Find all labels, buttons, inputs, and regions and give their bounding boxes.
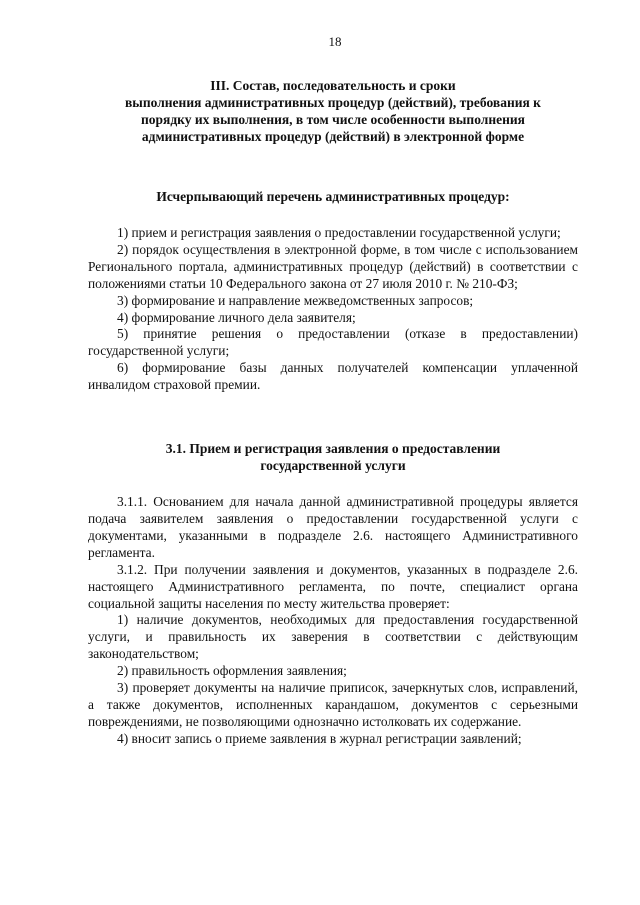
subsection-body <box>88 494 578 748</box>
section-title-line: выполнения административных процедур (действий), требования к <box>125 95 541 110</box>
procedure-item: 5) принятие решения о предоставлении (отказе в предоставлении) государственной услуги; <box>88 326 578 359</box>
body-paragraph: 3.1.2. При получении заявления и документов, указанных в подразделе 2.6. настоящего Административного регламента, по почте, специалист органа социальной защиты населения по месту жительства проверяет: <box>88 561 578 611</box>
procedure-item: 4) формирование личного дела заявителя; <box>117 309 356 325</box>
procedure-item: 2) порядок осуществления в электронной форме, в том числе с использованием Регионального портала, административных процедур (действий) в соответствии с положениями статьи 10 Федерального закона от 27 июля 2010 г. № 210-ФЗ; <box>88 241 578 291</box>
body-paragraph: 2) правильность оформления заявления; <box>117 663 347 679</box>
procedures-heading-text: Исчерпывающий перечень административных процедур: <box>156 189 510 204</box>
subsection-title <box>88 440 578 474</box>
section-title-line: III. Состав, последовательность и сроки <box>210 78 456 93</box>
body-paragraph: 3) проверяет документы на наличие приписок, зачеркнутых слов, исправлений, а также документов, исполненных карандашом, документов с серьезными повреждениями, не позволяющими однозначно истолковать их содержание. <box>88 680 578 729</box>
section-title-line: порядку их выполнения, в том числе особенности выполнения <box>141 112 525 127</box>
procedure-item: 1) прием и регистрация заявления о предоставлении государственной услуги; <box>117 225 561 240</box>
subsection-title-line: 3.1. Прием и регистрация заявления о предоставлении <box>165 441 501 457</box>
section-gap <box>88 394 578 440</box>
procedure-item: 3) формирование и направление межведомственных запросов; <box>117 292 474 308</box>
section-title-line: административных процедур (действий) в электронной форме <box>141 129 525 144</box>
procedure-item: 6) формирование базы данных получателей компенсации уплаченной инвалидом страховой премии. <box>88 360 578 393</box>
page-number: 18 <box>328 34 342 49</box>
procedures-heading <box>88 188 578 205</box>
body-paragraph: 1) наличие документов, необходимых для предоставления государственной услуги, и правильность их заверения в соответствии с действующим законодательством; <box>88 612 578 662</box>
procedures-list <box>88 225 578 394</box>
subsection-title-line: государственной услуги <box>260 458 406 474</box>
body-paragraph: 3.1.1. Основанием для начала данной административной процедуры является подача заявителем заявления о предоставлении государственной услуги с документами, указанными в подразделе 2.6. настоящего Административного регламента. <box>88 494 578 560</box>
section-title <box>88 77 578 145</box>
body-paragraph: 4) вносит запись о приеме заявления в журнал регистрации заявлений; <box>117 730 522 746</box>
